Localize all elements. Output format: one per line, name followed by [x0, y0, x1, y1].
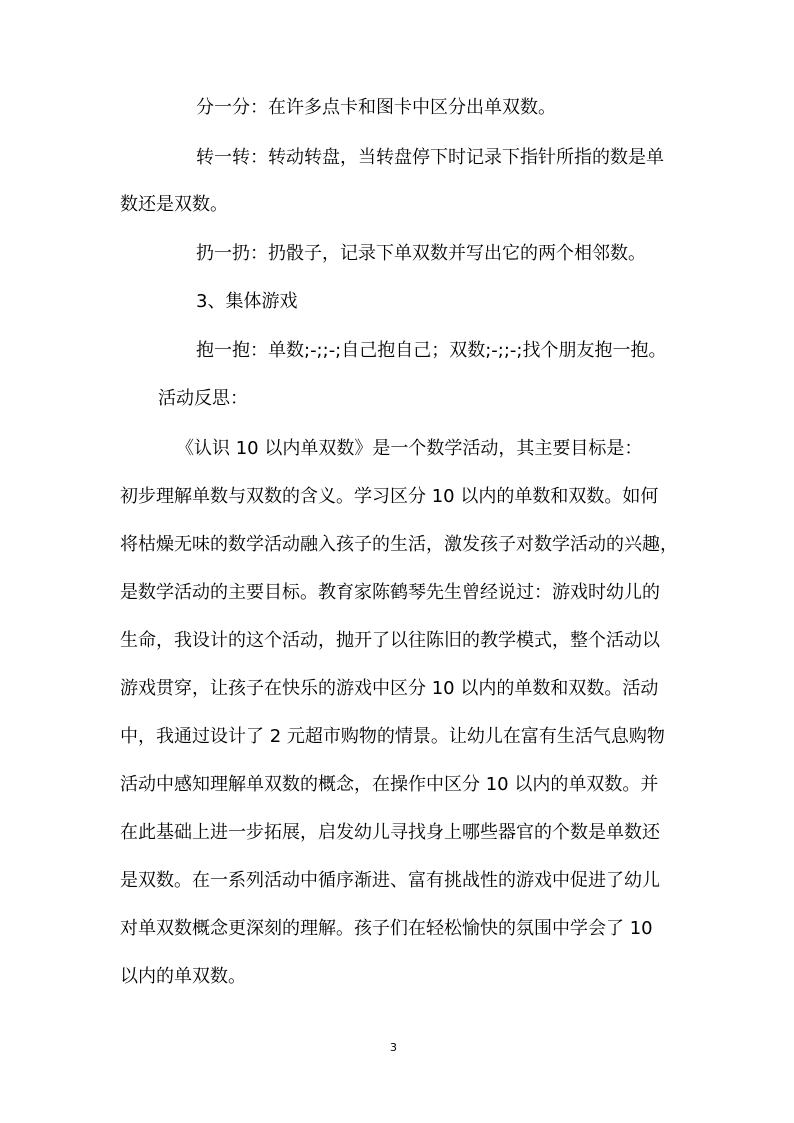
paragraph-line: 转一转：转动转盘，当转盘停下时记录下指针所指的数是单 [196, 147, 664, 168]
paragraph-line: 在此基础上进一步拓展，启发幼儿寻找身上哪些器官的个数是单数还 [120, 822, 660, 843]
page-number: 3 [390, 1041, 397, 1054]
paragraph-line: 初步理解单数与双数的含义。学习区分 10 以内的单数和双数。如何 [120, 486, 659, 507]
paragraph-line: 以内的单双数。 [120, 966, 246, 987]
paragraph-line: 是双数。在一系列活动中循序渐进、富有挑战性的游戏中促进了幼儿 [120, 870, 660, 891]
section-heading: 3、集体游戏 [196, 291, 298, 312]
paragraph-line: 数还是双数。 [120, 194, 228, 215]
paragraph-line: 活动中感知理解单双数的概念，在操作中区分 10 以内的单双数。并 [120, 774, 659, 795]
paragraph-line: 生命，我设计的这个活动，抛开了以往陈旧的教学模式，整个活动以 [120, 630, 660, 651]
paragraph-line: 扔一扔：扔骰子，记录下单双数并写出它的两个相邻数。 [196, 243, 646, 264]
paragraph-line: 抱一抱：单数;-;;-;自己抱自己；双数;-;;-;找个朋友抱一抱。 [196, 340, 667, 361]
paragraph-line: 将枯燥无味的数学活动融入孩子的生活，激发孩子对数学活动的兴趣， [120, 534, 678, 555]
paragraph-line: 《认识 10 以内单双数》是一个数学活动，其主要目标是： [176, 438, 643, 459]
section-heading: 活动反思： [158, 388, 248, 409]
paragraph-line: 游戏贯穿，让孩子在快乐的游戏中区分 10 以内的单数和双数。活动 [120, 678, 659, 699]
paragraph-line: 分一分：在许多点卡和图卡中区分出单双数。 [196, 97, 556, 118]
paragraph-line: 对单双数概念更深刻的理解。孩子们在轻松愉快的氛围中学会了 10 [120, 918, 653, 939]
paragraph-line: 是数学活动的主要目标。教育家陈鹤琴先生曾经说过：游戏时幼儿的 [120, 582, 660, 603]
paragraph-line: 中，我通过设计了 2 元超市购物的情景。让幼儿在富有生活气息购物 [120, 726, 665, 747]
